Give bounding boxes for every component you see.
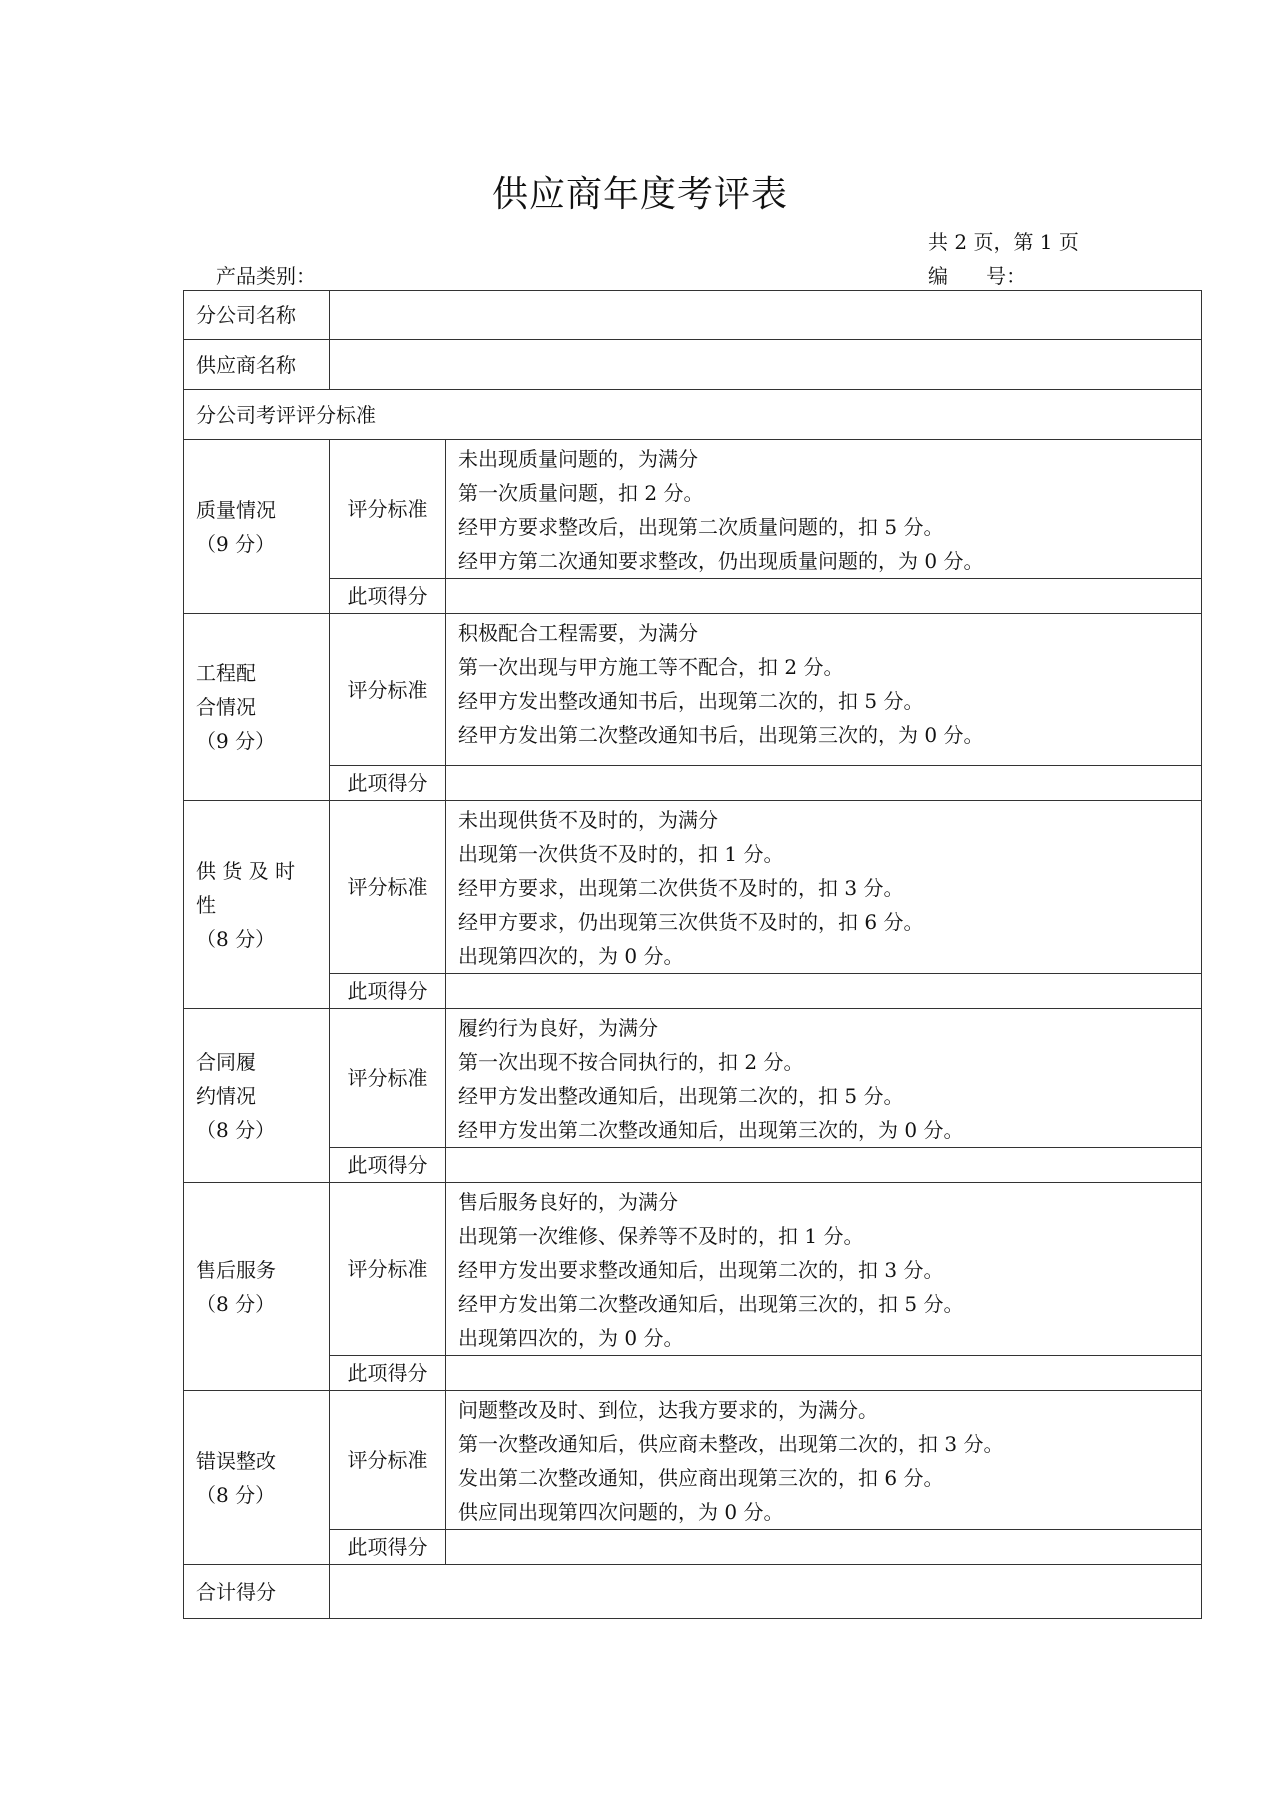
criteria-line: 履约行为良好，为满分: [458, 1016, 658, 1040]
supplier-name-label: 供应商名称: [184, 340, 330, 390]
standard-header: 分公司考评评分标准: [184, 390, 1202, 440]
section-category-line: 错误整改: [196, 1448, 276, 1473]
score-field[interactable]: [446, 974, 1202, 1009]
criteria-text: [446, 440, 1202, 579]
section-category-line: （8 分）: [196, 926, 276, 951]
criteria-line: 出现第四次的，为 0 分。: [458, 944, 684, 968]
criteria-line: 供应同出现第四次问题的，为 0 分。: [458, 1500, 784, 1524]
score-field[interactable]: [446, 766, 1202, 801]
section-criteria-row: [184, 1009, 1202, 1148]
score-label: 此项得分: [330, 766, 446, 801]
section-score-row: [184, 766, 1202, 801]
section-category-line: 售后服务: [196, 1257, 276, 1282]
section-criteria-row: [184, 801, 1202, 974]
section-criteria-row: [184, 440, 1202, 579]
criteria-line: 第一次整改通知后，供应商未整改，出现第二次的，扣 3 分。: [458, 1432, 1004, 1456]
score-label: 此项得分: [330, 1530, 446, 1565]
section-score-row: [184, 579, 1202, 614]
total-row: [184, 1565, 1202, 1619]
criteria-label: 评分标准: [330, 801, 446, 974]
branch-name-label: 分公司名称: [184, 291, 330, 340]
criteria-line: 第一次出现不按合同执行的，扣 2 分。: [458, 1050, 804, 1074]
criteria-label: 评分标准: [330, 1009, 446, 1148]
criteria-line: 经甲方发出第二次整改通知书后，出现第三次的，为 0 分。: [458, 723, 984, 747]
standard-header-row: [184, 390, 1202, 440]
criteria-line: 第一次质量问题，扣 2 分。: [458, 481, 704, 505]
section-score-row: [184, 1148, 1202, 1183]
criteria-line: 经甲方发出要求整改通知后，出现第二次的，扣 3 分。: [458, 1258, 944, 1282]
section-criteria-row: [184, 1183, 1202, 1356]
criteria-line: 经甲方发出整改通知书后，出现第二次的，扣 5 分。: [458, 689, 924, 713]
supplier-name-row: [184, 340, 1202, 390]
criteria-line: 出现第一次供货不及时的，扣 1 分。: [458, 842, 784, 866]
page-info: 共 2 页，第 1 页: [928, 230, 1079, 254]
section-score-row: [184, 1356, 1202, 1391]
section-score-row: [184, 1530, 1202, 1565]
section-category-line: （8 分）: [196, 1117, 276, 1142]
score-label: 此项得分: [330, 1356, 446, 1391]
section-category-line: 质量情况: [196, 497, 276, 522]
section-category: [184, 801, 330, 1009]
section-category-line: 工程配: [196, 661, 256, 685]
section-category-line: 供 货 及 时 性: [196, 858, 296, 917]
criteria-line: 经甲方要求，出现第二次供货不及时的，扣 3 分。: [458, 876, 904, 900]
criteria-text: [446, 614, 1202, 766]
criteria-text: [446, 801, 1202, 974]
criteria-label: 评分标准: [330, 614, 446, 766]
criteria-label: 评分标准: [330, 1391, 446, 1530]
product-category-label: 产品类别：: [216, 264, 316, 288]
section-category: [184, 1183, 330, 1391]
section-category: [184, 1391, 330, 1565]
criteria-line: 经甲方第二次通知要求整改，仍出现质量问题的，为 0 分。: [458, 549, 984, 573]
score-field[interactable]: [446, 579, 1202, 614]
section-category: [184, 614, 330, 801]
supplier-name-field[interactable]: [330, 340, 1202, 390]
score-field[interactable]: [446, 1356, 1202, 1391]
section-category-line: （8 分）: [196, 1482, 276, 1507]
section-category: [184, 440, 330, 614]
section-category-line: 合情况: [196, 695, 256, 719]
section-criteria-row: [184, 614, 1202, 766]
section-category-line: （9 分）: [196, 531, 276, 556]
criteria-line: 未出现质量问题的，为满分: [458, 447, 698, 471]
total-label: 合计得分: [184, 1565, 330, 1619]
evaluation-table: [183, 290, 1202, 1619]
criteria-line: 未出现供货不及时的，为满分: [458, 808, 718, 832]
section-score-row: [184, 974, 1202, 1009]
criteria-line: 第一次出现与甲方施工等不配合，扣 2 分。: [458, 655, 844, 679]
section-criteria-row: [184, 1391, 1202, 1530]
score-label: 此项得分: [330, 579, 446, 614]
criteria-text: [446, 1391, 1202, 1530]
section-category-line: （8 分）: [196, 1291, 276, 1316]
score-field[interactable]: [446, 1530, 1202, 1565]
criteria-line: 问题整改及时、到位，达我方要求的，为满分。: [458, 1398, 878, 1422]
page-title: 供应商年度考评表: [491, 174, 788, 215]
criteria-line: 经甲方发出第二次整改通知后，出现第三次的，为 0 分。: [458, 1118, 964, 1142]
score-label: 此项得分: [330, 974, 446, 1009]
criteria-line: 经甲方发出整改通知后，出现第二次的，扣 5 分。: [458, 1084, 904, 1108]
sections-body: [184, 440, 1202, 1565]
score-field[interactable]: [446, 1148, 1202, 1183]
criteria-label: 评分标准: [330, 440, 446, 579]
section-category-line: 约情况: [196, 1083, 256, 1108]
criteria-line: 出现第四次的，为 0 分。: [458, 1326, 684, 1350]
criteria-line: 经甲方要求，仍出现第三次供货不及时的，扣 6 分。: [458, 910, 924, 934]
criteria-label: 评分标准: [330, 1183, 446, 1356]
criteria-line: 经甲方发出第二次整改通知后，出现第三次的，扣 5 分。: [458, 1292, 964, 1316]
criteria-line: 积极配合工程需要，为满分: [458, 621, 698, 645]
branch-name-field[interactable]: [330, 291, 1202, 340]
total-score-field[interactable]: [330, 1565, 1202, 1619]
criteria-text: [446, 1183, 1202, 1356]
section-category-line: （9 分）: [196, 729, 276, 753]
section-category-line: 合同履: [196, 1049, 256, 1074]
code-label: 编 号：: [928, 264, 1027, 288]
criteria-line: 经甲方要求整改后，出现第二次质量问题的，扣 5 分。: [458, 515, 944, 539]
criteria-text: [446, 1009, 1202, 1148]
criteria-line: 发出第二次整改通知，供应商出现第三次的，扣 6 分。: [458, 1466, 944, 1490]
section-category: [184, 1009, 330, 1183]
criteria-line: 出现第一次维修、保养等不及时的，扣 1 分。: [458, 1224, 864, 1248]
score-label: 此项得分: [330, 1148, 446, 1183]
branch-name-row: [184, 291, 1202, 340]
criteria-line: 售后服务良好的，为满分: [458, 1190, 678, 1214]
